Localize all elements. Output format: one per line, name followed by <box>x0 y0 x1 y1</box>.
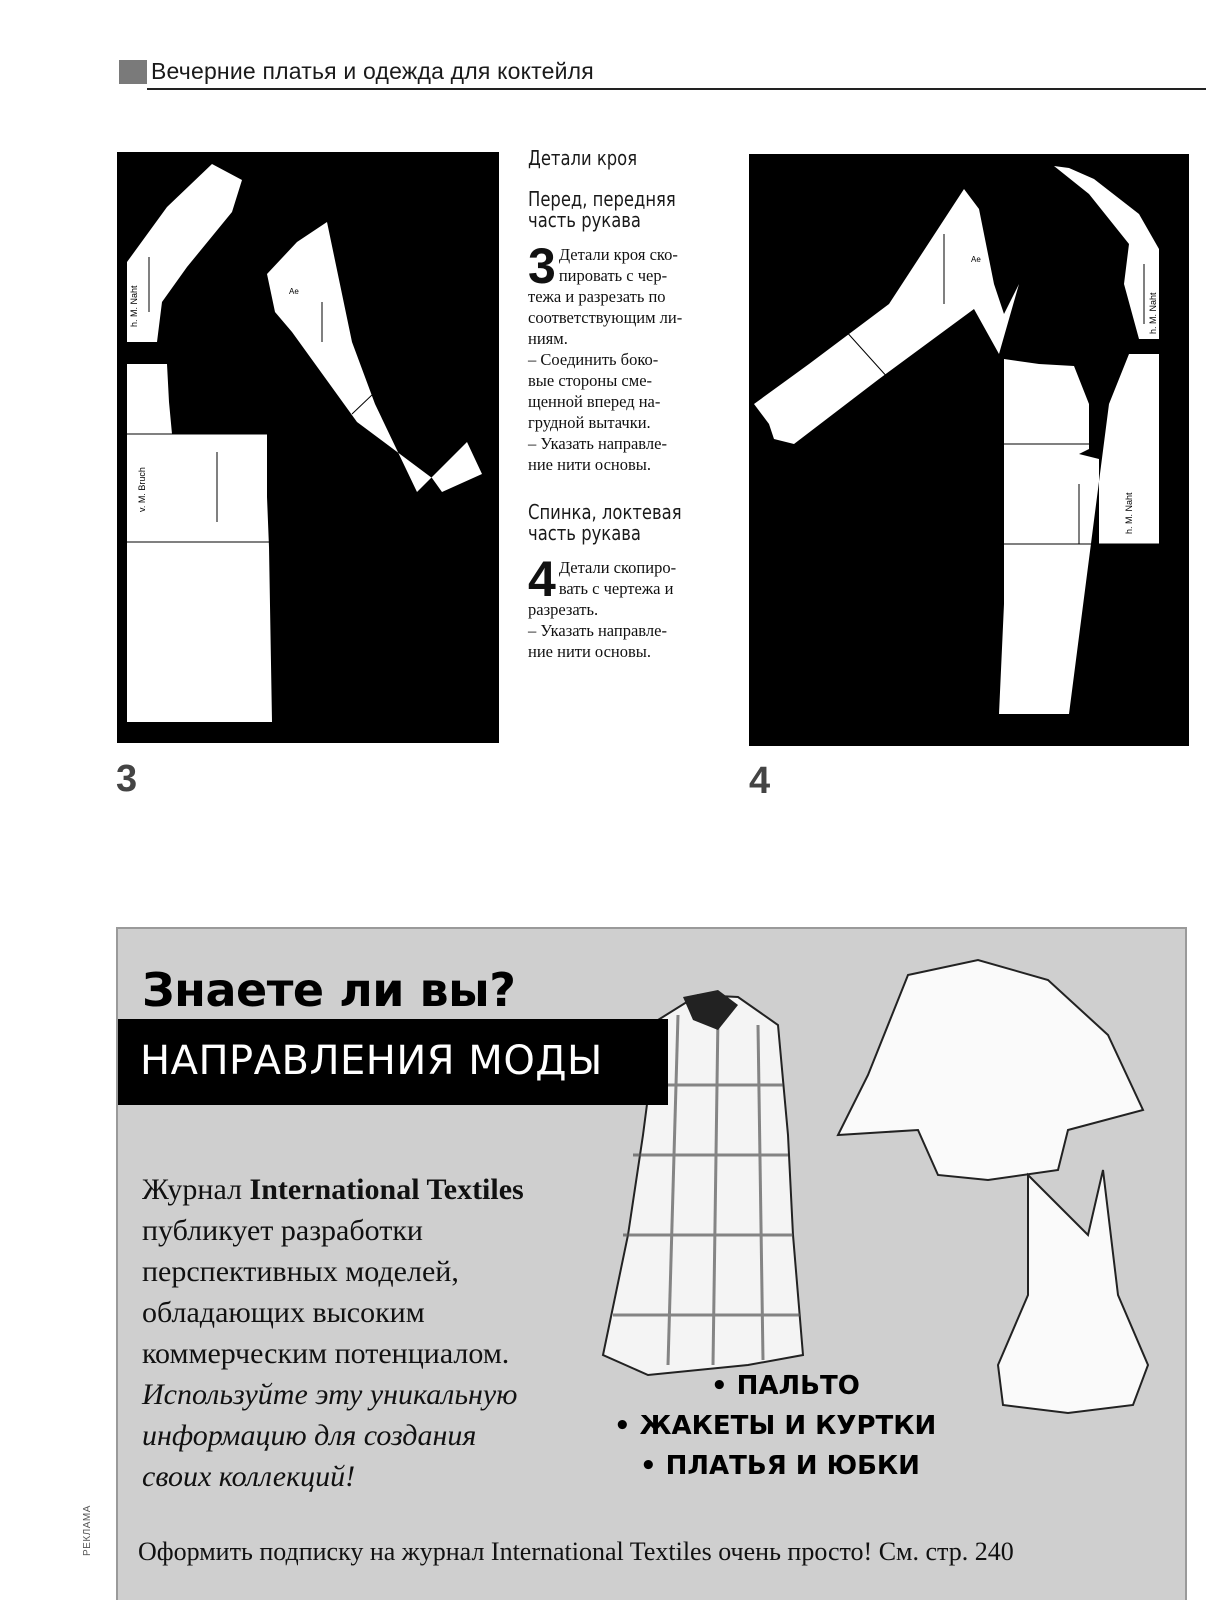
ad-italic-line: Используйте эту уникальную <box>142 1378 518 1411</box>
header-rule <box>147 88 1206 90</box>
text-line: щенной вперед на- <box>528 392 661 411</box>
figure-number-3: 3 <box>116 758 138 800</box>
ad-body <box>142 1169 524 1497</box>
text-line: – Соединить боко- <box>528 350 659 369</box>
text-line: вые стороны сме- <box>528 371 653 390</box>
step4-text <box>528 551 734 662</box>
ad-body-line: публикует разработки <box>142 1214 423 1247</box>
instructions-column <box>528 148 734 662</box>
step3-number: 3 <box>528 238 556 294</box>
text-line: соответствующим ли- <box>528 308 683 327</box>
step3-text <box>528 238 734 475</box>
ad-journal-line <box>142 1169 524 1210</box>
step4-number: 4 <box>528 551 556 607</box>
text-line: – Указать направле- <box>528 621 667 640</box>
pattern-piece-sleeve <box>267 222 482 492</box>
pattern-label: h. M. Naht <box>1124 492 1134 534</box>
text-line: Детали кроя ско- <box>558 245 678 264</box>
pattern-drawing-4 <box>749 154 1189 746</box>
step4-title-line1: Спинка, локтевая <box>528 500 682 524</box>
pattern-label: h. M. Naht <box>129 285 139 327</box>
ad-band <box>118 1019 668 1105</box>
text-line: вать с чертежа и <box>558 579 674 598</box>
text-line: – Указать направле- <box>528 434 667 453</box>
pattern-label: Ae <box>1039 279 1049 288</box>
journal-prefix: Журнал <box>142 1173 250 1206</box>
ad-italic-line: своих коллекций! <box>142 1460 356 1493</box>
text-line: ниям. <box>528 329 568 348</box>
pattern-label: Ae <box>971 255 981 264</box>
pattern-label: v. M. Bruch <box>137 467 147 512</box>
ad-footer: Оформить подписку на журнал International Textiles очень просто! См. стр. 240 <box>138 1537 1014 1566</box>
pattern-label: h. M. Naht <box>1148 292 1158 334</box>
pattern-piece-sleeve <box>754 189 1019 444</box>
dress-sketch <box>998 1170 1148 1413</box>
text-line: ние нити основы. <box>528 455 652 474</box>
advertisement <box>116 927 1187 1600</box>
text-line: тежа и разрезать по <box>528 287 666 306</box>
ad-body-line: перспективных моделей, <box>142 1255 459 1288</box>
figure-number-4: 4 <box>749 760 771 802</box>
ad-bullet-dresses: • ПЛАТЬЯ И ЮБКИ <box>640 1451 920 1481</box>
ad-body-line: обладающих высоким <box>142 1296 425 1329</box>
text-line: ние нити основы. <box>528 642 652 661</box>
pattern-piece-back-upper <box>1054 166 1159 339</box>
text-line: грудной вытачки. <box>528 413 651 432</box>
page-header-title: Вечерние платья и одежда для коктейля <box>151 58 594 84</box>
pattern-piece-front-lower <box>127 364 272 722</box>
ad-bullet-jackets: • ЖАКЕТЫ И КУРТКИ <box>614 1411 937 1441</box>
ad-band-text: НАПРАВЛЕНИЯ МОДЫ <box>140 1038 603 1084</box>
jacket-sketch <box>838 960 1143 1180</box>
ad-italic-line: информацию для создания <box>142 1419 477 1452</box>
section-title: Детали кроя <box>528 146 638 170</box>
step3-title-line2: часть рукава <box>528 208 641 232</box>
step3-title-line1: Перед, передняя <box>528 187 676 211</box>
ad-side-label: РЕКЛАМА <box>82 1505 93 1556</box>
text-line: пировать с чер- <box>558 266 668 285</box>
pattern-label: Ae <box>237 308 247 317</box>
pattern-figure-4 <box>749 154 1189 746</box>
ad-bullet-coat: • ПАЛЬТО <box>711 1371 860 1401</box>
pattern-label: Ae <box>289 287 299 296</box>
header-marker <box>119 60 147 84</box>
step4-title-line2: часть рукава <box>528 521 641 545</box>
text-line: Детали скопиро- <box>558 558 677 577</box>
ad-question: Знаете ли вы? <box>142 963 516 1017</box>
text-line: разрезать. <box>528 600 599 619</box>
ad-body-line: коммерческим потенциалом. <box>142 1337 510 1370</box>
pattern-piece-front-upper <box>127 164 242 342</box>
journal-name: International Textiles <box>249 1173 524 1206</box>
pattern-drawing-3 <box>117 152 499 743</box>
pattern-figure-3 <box>117 152 499 743</box>
